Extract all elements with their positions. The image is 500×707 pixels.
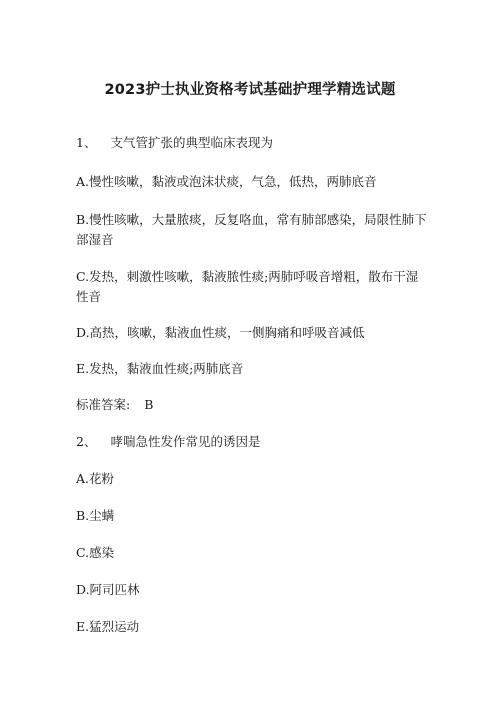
question-2-stem: 哮喘急性发作常见的诱因是: [110, 434, 261, 449]
question-1-stem-line: [76, 132, 426, 154]
question-1-option-e: E.发热，黏液血性痰;两肺底音: [76, 361, 244, 376]
question-1-number: 1、: [76, 135, 97, 150]
document-title: 2023护士执业资格考试基础护理学精选试题: [104, 82, 396, 98]
question-2-option-a: A.花粉: [76, 471, 115, 486]
answer-label: 标准答案:: [76, 397, 131, 412]
question-1-option-b: B.慢性咳嗽，大量脓痰，反复咯血，常有肺部感染，局限性肺下: [76, 212, 427, 227]
question-1-stem: 支气管扩张的典型临床表现为: [110, 135, 273, 150]
question-1-option-d: D.高热，咳嗽，黏液血性痰，一侧胸痛和呼吸音减低: [76, 325, 365, 340]
question-2-option-d: D.阿司匹林: [76, 582, 140, 597]
question-1-answer: [76, 394, 426, 416]
question-2-option-c: C.感染: [76, 545, 115, 560]
answer-value: B: [144, 397, 154, 412]
question-1-option-a: A.慢性咳嗽，黏液或泡沫状痰，气急，低热，两肺底音: [76, 174, 377, 189]
question-2-stem-line: [76, 431, 426, 453]
question-1-option-b-continued: 部湿音: [76, 232, 114, 247]
question-2-option-b: B.尘螨: [76, 508, 115, 523]
question-2-option-e: E.猛烈运动: [76, 619, 140, 634]
question-1-option-c-continued: 性音: [76, 289, 102, 304]
question-2-number: 2、: [76, 434, 97, 449]
question-1-option-c: C.发热，刺激性咳嗽，黏液脓性痰;两肺呼吸音增粗，散布干湿: [76, 269, 419, 284]
